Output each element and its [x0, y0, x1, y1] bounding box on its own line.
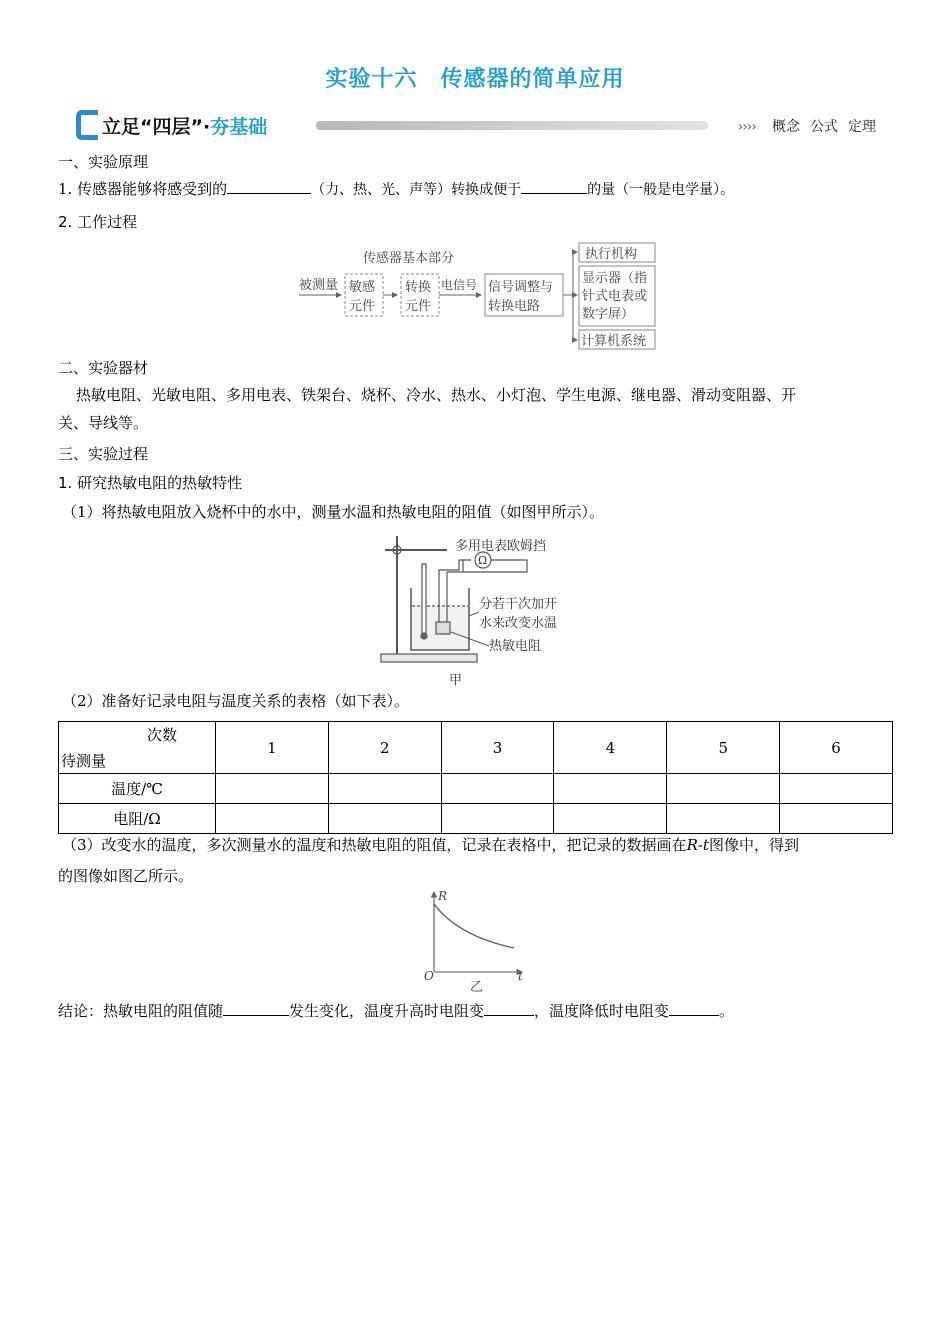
header-count-label: 次数	[147, 726, 178, 744]
flow-input-label: 被测量	[299, 278, 339, 293]
caption-jia: 甲	[449, 673, 463, 688]
table-cell	[780, 804, 893, 834]
principle-text-b: （力、热、光、声等）转换成便于	[311, 182, 522, 198]
tag-formula: 公式	[810, 119, 838, 135]
conclusion-text-a: 结论：热敏电阻的阻值随	[58, 1002, 224, 1020]
table-cell	[554, 804, 667, 834]
conclusion-text-c: ，温度降低时电阻变	[534, 1002, 670, 1020]
table-row	[59, 804, 893, 834]
stand-base	[381, 654, 477, 662]
table-cell	[216, 804, 329, 834]
banner-tags	[738, 116, 876, 136]
table-cell	[328, 804, 441, 834]
banner-dot: ·	[203, 115, 211, 138]
process-step-3	[62, 831, 799, 859]
equipment-line-2: 关、导线等。	[58, 414, 149, 432]
section-banner	[76, 108, 876, 144]
banner-title	[102, 112, 267, 139]
col-header: 4	[554, 722, 667, 774]
equipment-line-1: 热敏电阻、光敏电阻、多用电表、铁架台、烧杯、冷水、热水、小灯泡、学生电源、继电器、滑动变阻器、开	[76, 386, 797, 404]
figure-jia-apparatus	[375, 532, 585, 690]
label-water-2: 水来改变水温	[479, 616, 558, 631]
flow-box3-line2: 转换电路	[488, 299, 541, 314]
table-cell	[441, 804, 554, 834]
flow-box2-line2: 元件	[405, 299, 432, 314]
y-axis-label: R	[438, 889, 448, 903]
principle-item-1	[58, 175, 734, 204]
row-label-resistance: 电阻/Ω	[59, 804, 216, 834]
table-cell	[554, 774, 667, 804]
origin-label: O	[424, 969, 434, 983]
tag-theorem: 定理	[848, 119, 876, 135]
process-step-1: （1）将热敏电阻放入烧杯中的水中，测量水温和热敏电阻的阻值（如图甲所示）。	[62, 503, 605, 521]
process-step-2: （2）准备好记录电阻与温度关系的表格（如下表）。	[62, 692, 410, 710]
banner-prefix: 立足	[102, 115, 141, 138]
banner-suffix: 夯基础	[210, 115, 268, 138]
label-water-1: 分若干次加开	[479, 597, 558, 612]
table-cell	[328, 774, 441, 804]
step3-text-a: （3）改变水的温度，多次测量水的温度和热敏电阻的阻值，记录在表格中，把记录的数据画在	[62, 836, 687, 854]
conclusion-text-d: 。	[719, 1002, 735, 1020]
flow-box3-line1: 信号调整与	[488, 280, 554, 295]
section-1-heading: 一、实验原理	[58, 153, 149, 171]
thermometer	[422, 564, 426, 634]
flow-out1-label: 执行机构	[585, 247, 638, 262]
principle-text-a: 1. 传感器能够将感受到的	[58, 180, 228, 198]
page-title: 实验十六 传感器的简单应用	[325, 67, 625, 92]
section-3-heading: 三、实验过程	[58, 445, 149, 463]
banner-quote: “四层”	[140, 115, 203, 138]
flow-signal-label: 电信号	[441, 278, 478, 292]
header-quantity-label: 待测量	[61, 752, 107, 770]
banner-left	[76, 108, 267, 142]
banner-bar	[316, 121, 708, 130]
r-t-curve	[434, 904, 514, 948]
blank-2	[521, 177, 587, 194]
flow-box1-line2: 元件	[349, 299, 376, 314]
x-axis-label: t	[518, 969, 523, 983]
table-row	[59, 774, 893, 804]
process-step-3-line2: 的图像如图乙所示。	[58, 867, 194, 885]
sensor-flow-diagram	[295, 242, 665, 352]
col-header: 1	[216, 722, 329, 774]
col-header: 6	[780, 722, 893, 774]
col-header: 3	[441, 722, 554, 774]
arrows-icon: ››››	[737, 119, 756, 135]
row-label-temperature: 温度/℃	[59, 774, 216, 804]
col-header: 2	[328, 722, 441, 774]
banner-bracket-icon	[76, 110, 98, 140]
flow-out3-label: 计算机系统	[581, 334, 647, 349]
tag-concept: 概念	[772, 119, 800, 135]
flow-group-label: 传感器基本部分	[363, 251, 455, 266]
step3-variable: R-t	[686, 836, 709, 854]
flow-box2-line1: 转换	[405, 280, 432, 295]
table-header-row	[59, 722, 893, 774]
process-item-1: 1. 研究热敏电阻的热敏特性	[58, 474, 243, 492]
table-cell	[780, 774, 893, 804]
label-thermistor: 热敏电阻	[489, 639, 542, 654]
conclusion	[58, 997, 734, 1025]
table-corner-cell	[59, 722, 216, 774]
record-table	[58, 721, 893, 834]
conclusion-text-b: 发生变化，温度升高时电阻变	[289, 1002, 485, 1020]
section-2-heading: 二、实验器材	[58, 359, 149, 377]
blank-4	[484, 999, 534, 1016]
meter-symbol: Ω	[478, 554, 488, 567]
col-header: 5	[667, 722, 780, 774]
table-cell	[667, 804, 780, 834]
step3-text-b: 图像中，得到	[708, 836, 799, 854]
table-cell	[667, 774, 780, 804]
principle-item-2: 2. 工作过程	[58, 213, 138, 231]
flow-out2-line3: 数字屏）	[582, 307, 635, 322]
figure-yi-graph	[418, 886, 530, 994]
flow-box1-line1: 敏感	[349, 280, 376, 295]
caption-yi: 乙	[470, 980, 484, 994]
table-cell	[216, 774, 329, 804]
blank-1	[227, 177, 311, 194]
principle-text-c: 的量（一般是电学量）。	[587, 182, 735, 198]
flow-out2-line1: 显示器（指	[582, 271, 648, 286]
blank-5	[669, 999, 719, 1016]
label-meter: 多用电表欧姆挡	[455, 539, 547, 554]
table-cell	[441, 774, 554, 804]
flow-out2-line2: 针式电表或	[582, 289, 648, 304]
blank-3	[223, 999, 289, 1016]
